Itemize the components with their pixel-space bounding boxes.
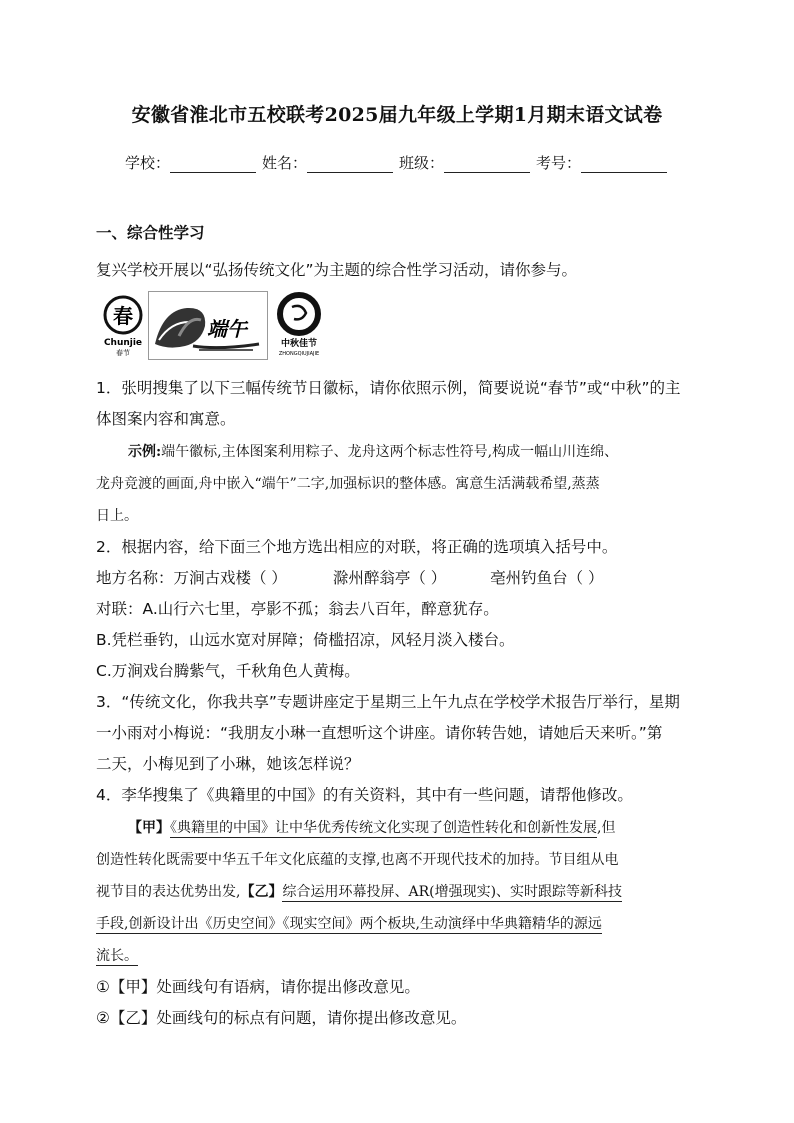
place-3: 亳州钓鱼台（ ）: [490, 569, 604, 587]
q2-option-a: 对联：A.山行六七里，亭影不孤；翁去八百年，醉意犹存。: [96, 600, 499, 618]
class-label: 班级：: [399, 154, 445, 172]
q2-option-c: C.万涧戏台腾紫气，千秋角色人黄梅。: [96, 662, 360, 680]
dragon-boat-logo: [148, 291, 268, 360]
q4-para-line5: [96, 946, 706, 966]
spring-label-en: Chunjie: [103, 338, 143, 348]
spring-label-cn: 春节: [116, 349, 130, 357]
underlined-sentence-jia: 《典籍里的中国》让中华优秀传统文化实现了创造性转化和创新性发展: [170, 820, 597, 836]
spring-festival-logo: [100, 291, 146, 358]
q4-sub1: [96, 977, 706, 997]
p1-rest: ,但: [597, 820, 616, 836]
q1-example-line1: [128, 442, 738, 462]
id-label: 考号：: [536, 154, 582, 172]
q3-line3: 二天，小梅见到了小琳，她该怎样说？: [96, 755, 360, 773]
page-title: 安徽省淮北市五校联考2025届九年级上学期1月期末语文试卷: [131, 104, 663, 126]
class-blank[interactable]: [444, 156, 530, 173]
example-label: 示例:: [128, 444, 162, 460]
p3-pre: 视节目的表达优势出发,: [96, 884, 241, 900]
q4-para-line2: 创造性转化既需要中华五千年文化底蕴的支撑,也离不开现代技术的加持。节目组从电: [96, 852, 619, 868]
q4-para-line1: [128, 818, 738, 838]
sub1-num: ①: [96, 978, 110, 996]
name-label: 姓名：: [262, 154, 308, 172]
place-1: 地方名称：万涧古戏楼（ ）: [96, 569, 287, 587]
mid-autumn-logo: [268, 291, 330, 358]
underlined-sentence-yi-2: 手段,创新设计出《历史空间》《现实空间》两个板块,生动演绎中华典籍精华的源远: [96, 916, 602, 932]
intro-text: 复兴学校开展以“弘扬传统文化”为主题的综合性学习活动，请你参与。: [96, 261, 578, 279]
student-info-row: [125, 152, 673, 173]
example-text1: 端午徽标,主体图案利用粽子、龙舟这两个标志性符号,构成一幅山川连绵、: [161, 444, 619, 460]
mark-yi: 【乙】: [240, 884, 283, 900]
place-2: 滁州醉翁亭（ ）: [332, 569, 447, 587]
q4-para-line4: [96, 914, 706, 934]
q1-example-line2: 龙舟竞渡的画面,舟中嵌入“端午”二字,加强标识的整体感。寓意生活满载希望,蒸蒸: [96, 476, 600, 492]
school-label: 学校：: [125, 154, 171, 172]
underlined-sentence-yi-1: 综合运用环幕投屏、AR(增强现实)、实时跟踪等新科技: [282, 884, 623, 900]
q1-line1: 1．张明搜集了以下三幅传统节日徽标，请你依照示例，简要说说“春节”或“中秋”的主: [96, 379, 681, 397]
dragon-text: 端午: [207, 317, 247, 341]
q2-option-b: B.凭栏垂钓，山远水宽对屏障；倚槛招凉，风轻月淡入楼台。: [96, 631, 515, 649]
q4-line1: 4．李华搜集了《典籍里的中国》的有关资料，其中有一些问题，请帮他修改。: [96, 786, 633, 804]
sub2-text: 【乙】处画线句的标点有问题，请你提出修改意见。: [109, 1009, 467, 1027]
id-blank[interactable]: [581, 156, 667, 173]
q3-line1: 3．“传统文化，你我共享”专题讲座定于星期三上午九点在学校学术报告厅举行，星期: [96, 693, 680, 711]
q2-line1: 2．根据内容，给下面三个地方选出相应的对联，将正确的选项填入括号中。: [96, 538, 618, 556]
mark-jia: 【甲】: [128, 820, 170, 836]
q1-line2: 体图案内容和寓意。: [96, 410, 236, 428]
sub1-text: 【甲】处画线句有语病，请你提出修改意见。: [109, 978, 420, 996]
name-blank[interactable]: [307, 156, 393, 173]
q4-sub2: [96, 1008, 706, 1028]
midautumn-label-cn: 中秋佳节: [280, 339, 318, 349]
q2-places: [96, 568, 706, 588]
q3-line2: 一小雨对小梅说：“我朋友小琳一直想听这个讲座。请你转告她，请她后天来听。”第: [96, 724, 663, 742]
school-blank[interactable]: [170, 156, 256, 173]
sub2-num: ②: [96, 1009, 110, 1027]
midautumn-label-en: ZHONGQIUJIAJIE: [278, 351, 320, 357]
underlined-sentence-yi-3: 流长。: [96, 948, 138, 964]
section-heading: 一、综合性学习: [96, 224, 205, 242]
q4-para-line3: [96, 882, 706, 902]
q1-example-line3: 日上。: [96, 508, 138, 524]
spring-glyph: 春: [113, 304, 133, 328]
